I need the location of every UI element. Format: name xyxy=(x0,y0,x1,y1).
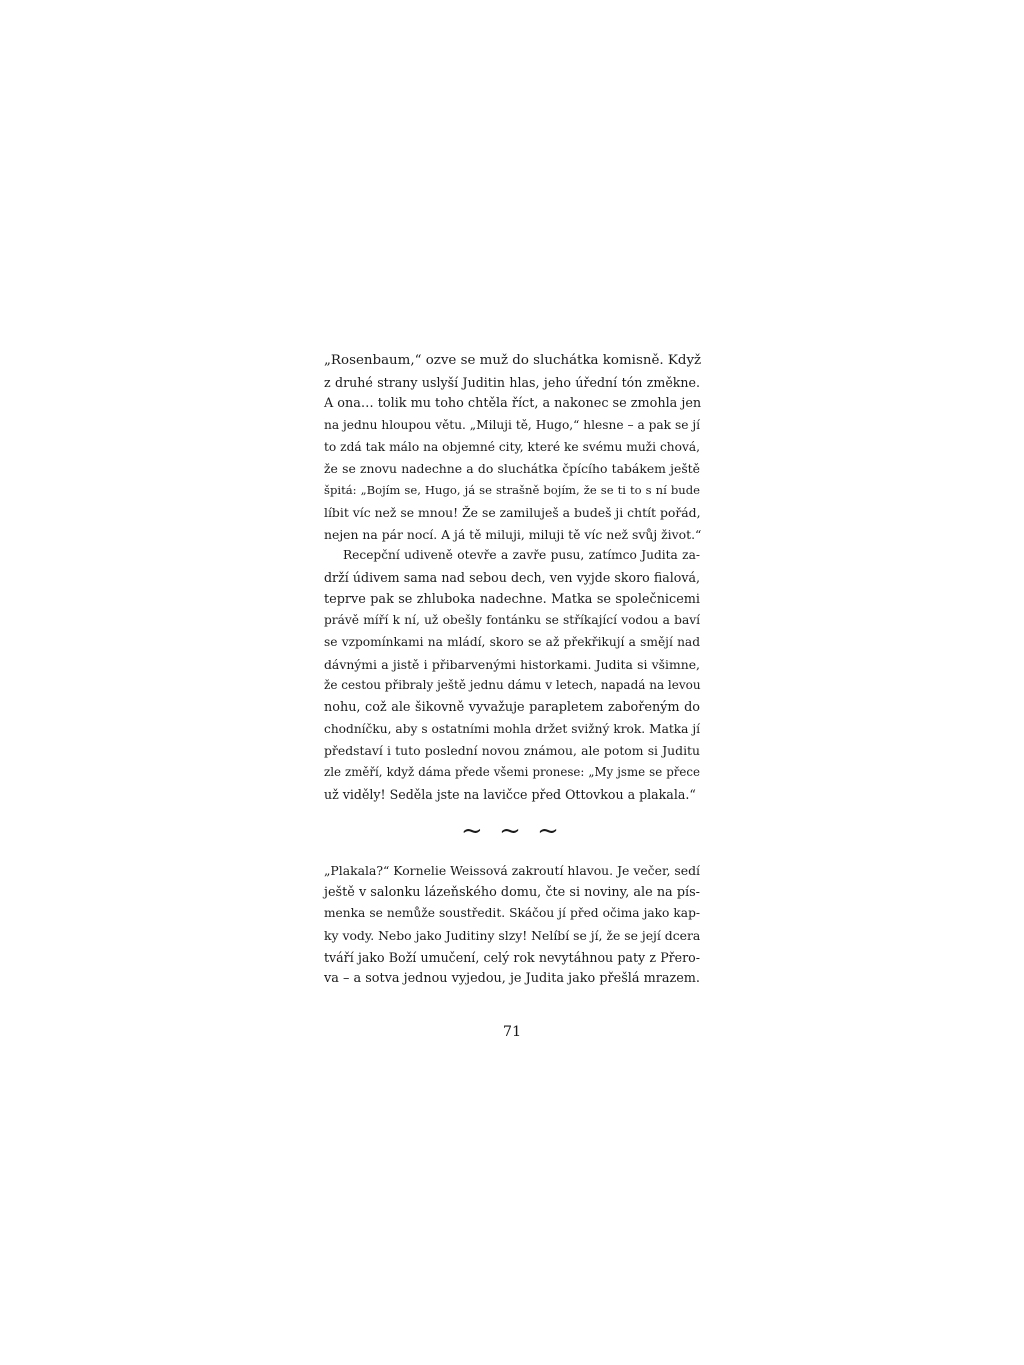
text-line: „Plakala?“ Kornelie Weissová zakroutí hlavou. Je večer, sedí xyxy=(324,863,700,878)
text-line: už viděly! Seděla jste na lavičce před Ottovkou a plakala.“ xyxy=(324,786,696,802)
text-line: „Rosenbaum,“ ozve se muž do sluchátka komisně. Když xyxy=(324,353,702,368)
section-separator: ~ ~ ~ xyxy=(461,816,563,846)
paragraph-1 xyxy=(324,350,700,545)
text-line: drží údivem sama nad sebou dech, ven vyjde skoro fialová, xyxy=(324,569,700,585)
text-line: dávnými a jistě i přibarvenými historkami. Judita si všimne, xyxy=(324,656,700,672)
page-number: 71 xyxy=(502,1024,522,1040)
text-block-top xyxy=(324,350,700,805)
text-line: teprve pak se zhluboka nadechne. Matka se společnicemi xyxy=(324,591,700,607)
text-line: že cestou přibraly ještě jednu dámu v letech, napadá na levou xyxy=(324,678,701,693)
text-block-bottom xyxy=(324,860,700,990)
text-line: líbit víc než se mnou! Že se zamiluješ a budeš ji chtít pořád, xyxy=(324,504,701,520)
text-line: nohu, což ale šikovně vyvažuje parapletem zabořeným do xyxy=(324,700,700,715)
text-line: špitá: „Bojím se, Hugo, já se strašně bojím, že se ti to s ní bude xyxy=(324,483,700,498)
text-line: představí i tuto poslední novou známou, ale potom si Juditu xyxy=(324,743,700,759)
text-line: na jednu hloupou větu. „Miluji tě, Hugo,“ hlesne – a pak se jí xyxy=(324,418,700,433)
text-line: chodníčku, aby s ostatními mohla držet svižný krok. Matka jí xyxy=(324,721,700,736)
text-line: tváří jako Boží umučení, celý rok nevytáhnou paty z Přero- xyxy=(324,949,700,965)
text-line: nejen na pár nocí. A já tě miluji, miluji tě víc než svůj život.“ xyxy=(324,526,702,542)
text-line: A ona… tolik mu toho chtěla říct, a nakonec se zmohla jen xyxy=(324,396,702,412)
text-line: se vzpomínkami na mládí, skoro se až překřikují a smějí nad xyxy=(324,634,700,649)
text-line: to zdá tak málo na objemné city, které ke svému muži chová, xyxy=(324,439,700,454)
text-line: ky vody. Nebo jako Juditiny slzy! Nelíbí se jí, že se její dcera xyxy=(324,928,701,944)
text-line: právě míří k ní, už obešly fontánku se stříkající vodou a baví xyxy=(324,613,700,628)
text-line: zle změří, když dáma přede všemi pronese: „My jsme se přece xyxy=(324,765,700,780)
paragraph-2 xyxy=(324,545,700,805)
text-line: ještě v salonku lázeňského domu, čte si noviny, ale na pís- xyxy=(324,884,700,900)
paragraph-3 xyxy=(324,860,700,990)
text-line: menka se nemůže soustředit. Skáčou jí před očima jako kap- xyxy=(324,906,700,921)
text-line: Recepční udiveně otevře a zavře pusu, zatímco Judita za- xyxy=(343,548,700,563)
text-line: va – a sotva jednou vyjedou, je Judita jako přešlá mrazem. xyxy=(324,971,700,987)
text-line: že se znovu nadechne a do sluchátka čpícího tabákem ještě xyxy=(324,461,700,477)
text-line: z druhé strany uslyší Juditin hlas, jeho úřední tón změkne. xyxy=(324,374,700,390)
